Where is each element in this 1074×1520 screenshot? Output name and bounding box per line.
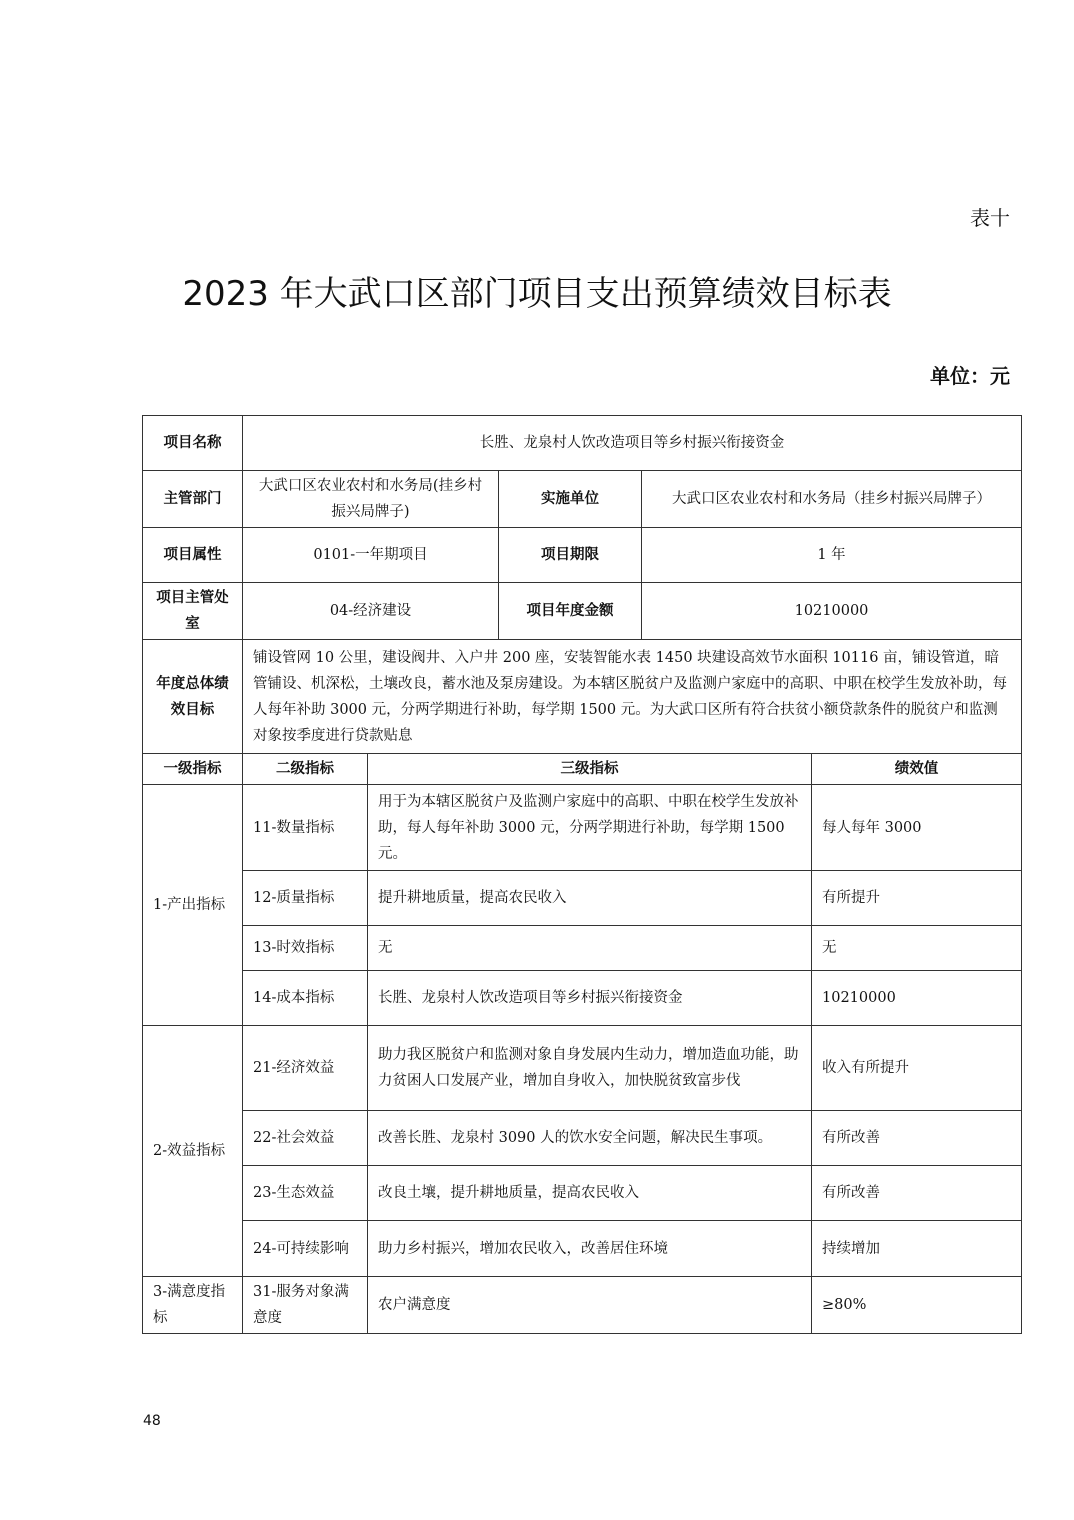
office-label: 项目主管处室 [143,583,243,640]
attr-label: 项目属性 [143,528,243,583]
period-label: 项目期限 [499,528,642,583]
office-value: 04-经济建设 [243,583,499,640]
value-cell: 有所提升 [812,871,1022,926]
level3-cell: 改善长胜、龙泉村 3090 人的饮水安全问题，解决民生事项。 [368,1111,812,1166]
table-row [143,971,1022,1026]
value-cell: 10210000 [812,971,1022,1026]
level2-cell: 31-服务对象满意度 [243,1277,368,1334]
indicator-header-row [143,754,1022,785]
value-cell: 有所改善 [812,1166,1022,1221]
level2-cell: 13-时效指标 [243,926,368,971]
level3-cell: 改良土壤，提升耕地质量，提高农民收入 [368,1166,812,1221]
level1-benefit: 2-效益指标 [143,1026,243,1277]
level1-output: 1-产出指标 [143,785,243,1026]
level3-cell: 长胜、龙泉村人饮改造项目等乡村振兴衔接资金 [368,971,812,1026]
unit-label: 单位：元 [930,364,1010,388]
table-row [143,785,1022,871]
dept-value: 大武口区农业农村和水务局(挂乡村振兴局牌子) [243,471,499,528]
value-cell: 无 [812,926,1022,971]
level3-cell: 提升耕地质量，提高农民收入 [368,871,812,926]
table-row [143,1026,1022,1111]
level2-header: 二级指标 [243,754,368,785]
value-cell: 持续增加 [812,1221,1022,1277]
level2-cell: 23-生态效益 [243,1166,368,1221]
level1-header: 一级指标 [143,754,243,785]
level3-cell: 助力我区脱贫户和监测对象自身发展内生动力，增加造血功能，助力贫困人口发展产业，增加自身收入，加快脱贫致富步伐 [368,1026,812,1111]
amount-label: 项目年度金额 [499,583,642,640]
goal-value: 铺设管网 10 公里，建设阀井、入户井 200 座，安装智能水表 1450 块建设高效节水面积 10116 亩，铺设管道，暗管铺设、机深松，土壤改良，蓄水池及泵房建设。为本辖区脱贫户及监测户家庭中的高职、中职在校学生发放补助，每人每年补助 3000 元，分两学期进行补助，每学期 1500 元。为大武口区所有符合扶贫小额贷款条件的脱贫户和监测对象按季度进行贷款贴息 [243,640,1022,754]
goal-label: 年度总体绩效目标 [143,640,243,754]
table-row [143,416,1022,471]
performance-table [142,415,1022,1334]
table-row [143,1111,1022,1166]
table-row [143,471,1022,528]
level2-cell: 11-数量指标 [243,785,368,871]
amount-value: 10210000 [642,583,1022,640]
value-cell: ≥80% [812,1277,1022,1334]
level3-cell: 助力乡村振兴，增加农民收入，改善居住环境 [368,1221,812,1277]
value-cell: 每人每年 3000 [812,785,1022,871]
project-name-value: 长胜、龙泉村人饮改造项目等乡村振兴衔接资金 [243,416,1022,471]
dept-label: 主管部门 [143,471,243,528]
period-value: 1 年 [642,528,1022,583]
table-row [143,528,1022,583]
level2-cell: 21-经济效益 [243,1026,368,1111]
page-title: 2023 年大武口区部门项目支出预算绩效目标表 [182,274,892,314]
value-header: 绩效值 [812,754,1022,785]
table-row [143,583,1022,640]
table-row [143,1221,1022,1277]
impl-label: 实施单位 [499,471,642,528]
table-row [143,871,1022,926]
level2-cell: 14-成本指标 [243,971,368,1026]
page-number: 48 [143,1413,161,1429]
level3-header: 三级指标 [368,754,812,785]
value-cell: 有所改善 [812,1111,1022,1166]
impl-value: 大武口区农业农村和水务局（挂乡村振兴局牌子） [642,471,1022,528]
value-cell: 收入有所提升 [812,1026,1022,1111]
level1-satisfaction: 3-满意度指标 [143,1277,243,1334]
attr-value: 0101-一年期项目 [243,528,499,583]
level2-cell: 12-质量指标 [243,871,368,926]
table-row [143,640,1022,754]
table-row [143,1166,1022,1221]
level2-cell: 24-可持续影响 [243,1221,368,1277]
table-row [143,1277,1022,1334]
level2-cell: 22-社会效益 [243,1111,368,1166]
level3-cell: 无 [368,926,812,971]
level3-cell: 用于为本辖区脱贫户及监测户家庭中的高职、中职在校学生发放补助，每人每年补助 3000 元，分两学期进行补助，每学期 1500 元。 [368,785,812,871]
project-name-label: 项目名称 [143,416,243,471]
table-label: 表十 [970,206,1010,230]
table-row [143,926,1022,971]
level3-cell: 农户满意度 [368,1277,812,1334]
